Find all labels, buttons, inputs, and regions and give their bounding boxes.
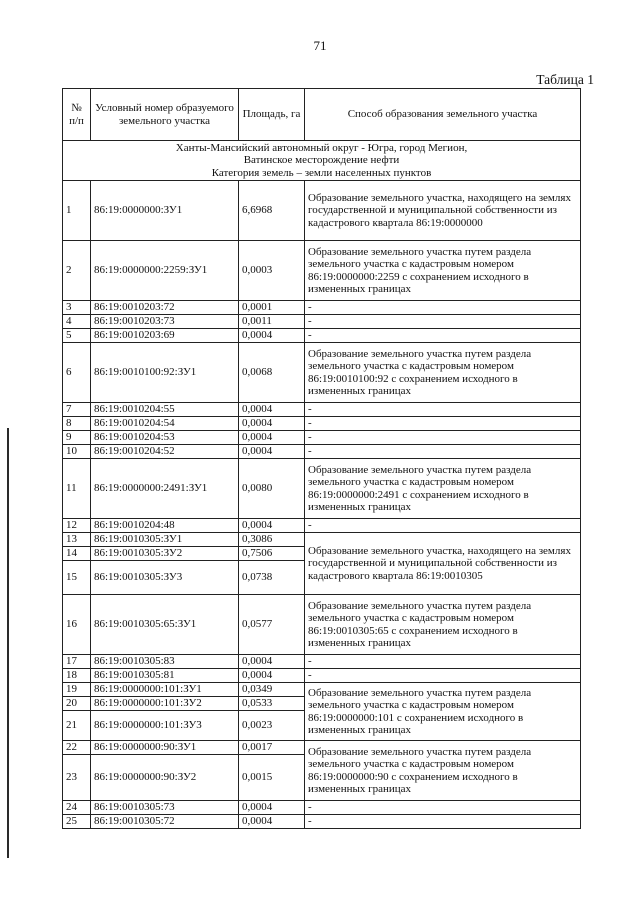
- row-area: 0,0068: [239, 343, 305, 403]
- row-method: Образование земельного участка путем раздела земельного участка с кадастровым номером 86:19:0010305:65 с сохранением исходного в измененных границах: [305, 595, 581, 655]
- row-method: -: [305, 403, 581, 417]
- row-num: 21: [63, 711, 91, 741]
- row-num: 8: [63, 417, 91, 431]
- table-row: [63, 329, 581, 343]
- row-method-merged: Образование земельного участка путем раздела земельного участка с кадастровым номером 86:19:0000000:90 с сохранением исходного в измененных границах: [305, 741, 581, 801]
- table-row: [63, 301, 581, 315]
- region-row: [63, 141, 581, 181]
- row-num: 4: [63, 315, 91, 329]
- row-method: -: [305, 315, 581, 329]
- row-area: 0,0004: [239, 669, 305, 683]
- table-row: [63, 815, 581, 829]
- row-cadastral: 86:19:0000000:2491:ЗУ1: [91, 459, 239, 519]
- row-num: 14: [63, 547, 91, 561]
- row-cadastral: 86:19:0010100:92:ЗУ1: [91, 343, 239, 403]
- row-num: 1: [63, 181, 91, 241]
- row-num: 3: [63, 301, 91, 315]
- row-cadastral: 86:19:0010204:54: [91, 417, 239, 431]
- row-method: -: [305, 431, 581, 445]
- row-area: 0,0017: [239, 741, 305, 755]
- row-area: 0,0015: [239, 755, 305, 801]
- region-cell: [63, 141, 581, 181]
- row-cadastral: 86:19:0010305:72: [91, 815, 239, 829]
- table-row: [63, 533, 581, 547]
- row-num: 24: [63, 801, 91, 815]
- row-num: 18: [63, 669, 91, 683]
- row-cadastral: 86:19:0010204:52: [91, 445, 239, 459]
- row-num: 13: [63, 533, 91, 547]
- table-row: [63, 241, 581, 301]
- table-row: [63, 801, 581, 815]
- row-area: 0,0004: [239, 815, 305, 829]
- row-method: -: [305, 801, 581, 815]
- row-cadastral: 86:19:0010305:83: [91, 655, 239, 669]
- table-row: [63, 445, 581, 459]
- table-row: [63, 431, 581, 445]
- row-area: 6,6968: [239, 181, 305, 241]
- row-method: -: [305, 815, 581, 829]
- header-area: Площадь, га: [239, 89, 305, 141]
- table-row: [63, 595, 581, 655]
- table-row: [63, 741, 581, 755]
- row-method: -: [305, 519, 581, 533]
- scan-edge-mark: [7, 428, 9, 858]
- row-num: 25: [63, 815, 91, 829]
- row-num: 12: [63, 519, 91, 533]
- row-method-merged: Образование земельного участка путем раздела земельного участка с кадастровым номером 86:19:0000000:101 с сохранением исходного в измененных границах: [305, 683, 581, 741]
- region-line-3: Категория земель – земли населенных пунктов: [211, 166, 432, 179]
- table-row: [63, 417, 581, 431]
- table-row: [63, 315, 581, 329]
- row-num: 9: [63, 431, 91, 445]
- row-num: 19: [63, 683, 91, 697]
- table-header-row: [63, 89, 581, 141]
- row-cadastral: 86:19:0010203:69: [91, 329, 239, 343]
- row-area: 0,0004: [239, 431, 305, 445]
- row-num: 23: [63, 755, 91, 801]
- row-method: -: [305, 655, 581, 669]
- row-cadastral: 86:19:0010305:ЗУ1: [91, 533, 239, 547]
- region-line-1: Ханты-Мансийский автономный округ - Югра, город Мегион,: [175, 141, 468, 154]
- row-cadastral: 86:19:0010305:81: [91, 669, 239, 683]
- header-num: № п/п: [63, 89, 91, 141]
- row-area: 0,0003: [239, 241, 305, 301]
- row-method: -: [305, 669, 581, 683]
- table-row: [63, 655, 581, 669]
- row-method: Образование земельного участка, находящего на землях государственной и муниципальной собственности из кадастрового квартала 86:19:0000000: [305, 181, 581, 241]
- row-cadastral: 86:19:0010305:65:ЗУ1: [91, 595, 239, 655]
- row-area: 0,0004: [239, 519, 305, 533]
- row-area: 0,0577: [239, 595, 305, 655]
- row-area: 0,0004: [239, 329, 305, 343]
- row-method: Образование земельного участка путем раздела земельного участка с кадастровым номером 86:19:0000000:2259 с сохранением исходного в измененных границах: [305, 241, 581, 301]
- row-method: -: [305, 329, 581, 343]
- row-cadastral: 86:19:0000000:101:ЗУ3: [91, 711, 239, 741]
- row-area: 0,0001: [239, 301, 305, 315]
- row-area: 0,3086: [239, 533, 305, 547]
- row-area: 0,0738: [239, 561, 305, 595]
- row-area: 0,0004: [239, 445, 305, 459]
- row-cadastral: 86:19:0010305:73: [91, 801, 239, 815]
- row-cadastral: 86:19:0000000:90:ЗУ1: [91, 741, 239, 755]
- row-area: 0,0080: [239, 459, 305, 519]
- table-row: [63, 343, 581, 403]
- row-area: 0,0349: [239, 683, 305, 697]
- row-cadastral: 86:19:0010204:48: [91, 519, 239, 533]
- page-number: 71: [313, 38, 327, 53]
- row-area: 0,0023: [239, 711, 305, 741]
- row-method: -: [305, 417, 581, 431]
- table-row: [63, 403, 581, 417]
- row-area: 0,0533: [239, 697, 305, 711]
- table-row: [63, 459, 581, 519]
- row-cadastral: 86:19:0000000:ЗУ1: [91, 181, 239, 241]
- row-area: 0,0004: [239, 417, 305, 431]
- row-num: 6: [63, 343, 91, 403]
- row-num: 7: [63, 403, 91, 417]
- row-num: 16: [63, 595, 91, 655]
- row-area: 0,0004: [239, 403, 305, 417]
- row-num: 5: [63, 329, 91, 343]
- table-row: [63, 519, 581, 533]
- row-method: Образование земельного участка путем раздела земельного участка с кадастровым номером 86:19:0000000:2491 с сохранением исходного в измененных границах: [305, 459, 581, 519]
- row-cadastral: 86:19:0000000:101:ЗУ2: [91, 697, 239, 711]
- row-cadastral: 86:19:0000000:101:ЗУ1: [91, 683, 239, 697]
- table-label: Таблица 1: [536, 72, 594, 87]
- row-cadastral: 86:19:0010203:72: [91, 301, 239, 315]
- row-cadastral: 86:19:0010204:55: [91, 403, 239, 417]
- row-num: 10: [63, 445, 91, 459]
- table-row: [63, 669, 581, 683]
- row-method-merged: Образование земельного участка, находящего на землях государственной и муниципальной собственности из кадастрового квартала 86:19:0010305: [305, 533, 581, 595]
- row-cadastral: 86:19:0010305:ЗУ2: [91, 547, 239, 561]
- row-area: 0,0004: [239, 655, 305, 669]
- row-cadastral: 86:19:0000000:2259:ЗУ1: [91, 241, 239, 301]
- row-area: 0,7506: [239, 547, 305, 561]
- table-row: [63, 181, 581, 241]
- row-method: -: [305, 445, 581, 459]
- row-cadastral: 86:19:0010203:73: [91, 315, 239, 329]
- row-area: 0,0011: [239, 315, 305, 329]
- row-num: 22: [63, 741, 91, 755]
- row-method: -: [305, 301, 581, 315]
- land-plots-table: [62, 88, 581, 829]
- header-method: Способ образования земельного участка: [305, 89, 581, 141]
- header-cadastral: Условный номер образуемого земельного участка: [91, 89, 239, 141]
- region-line-2: Ватинское месторождение нефти: [243, 154, 400, 167]
- row-area: 0,0004: [239, 801, 305, 815]
- row-cadastral: 86:19:0000000:90:ЗУ2: [91, 755, 239, 801]
- row-cadastral: 86:19:0010305:ЗУ3: [91, 561, 239, 595]
- row-method: Образование земельного участка путем раздела земельного участка с кадастровым номером 86:19:0010100:92 с сохранением исходного в измененных границах: [305, 343, 581, 403]
- row-num: 2: [63, 241, 91, 301]
- row-num: 15: [63, 561, 91, 595]
- table-row: [63, 683, 581, 697]
- row-num: 11: [63, 459, 91, 519]
- row-num: 17: [63, 655, 91, 669]
- row-cadastral: 86:19:0010204:53: [91, 431, 239, 445]
- row-num: 20: [63, 697, 91, 711]
